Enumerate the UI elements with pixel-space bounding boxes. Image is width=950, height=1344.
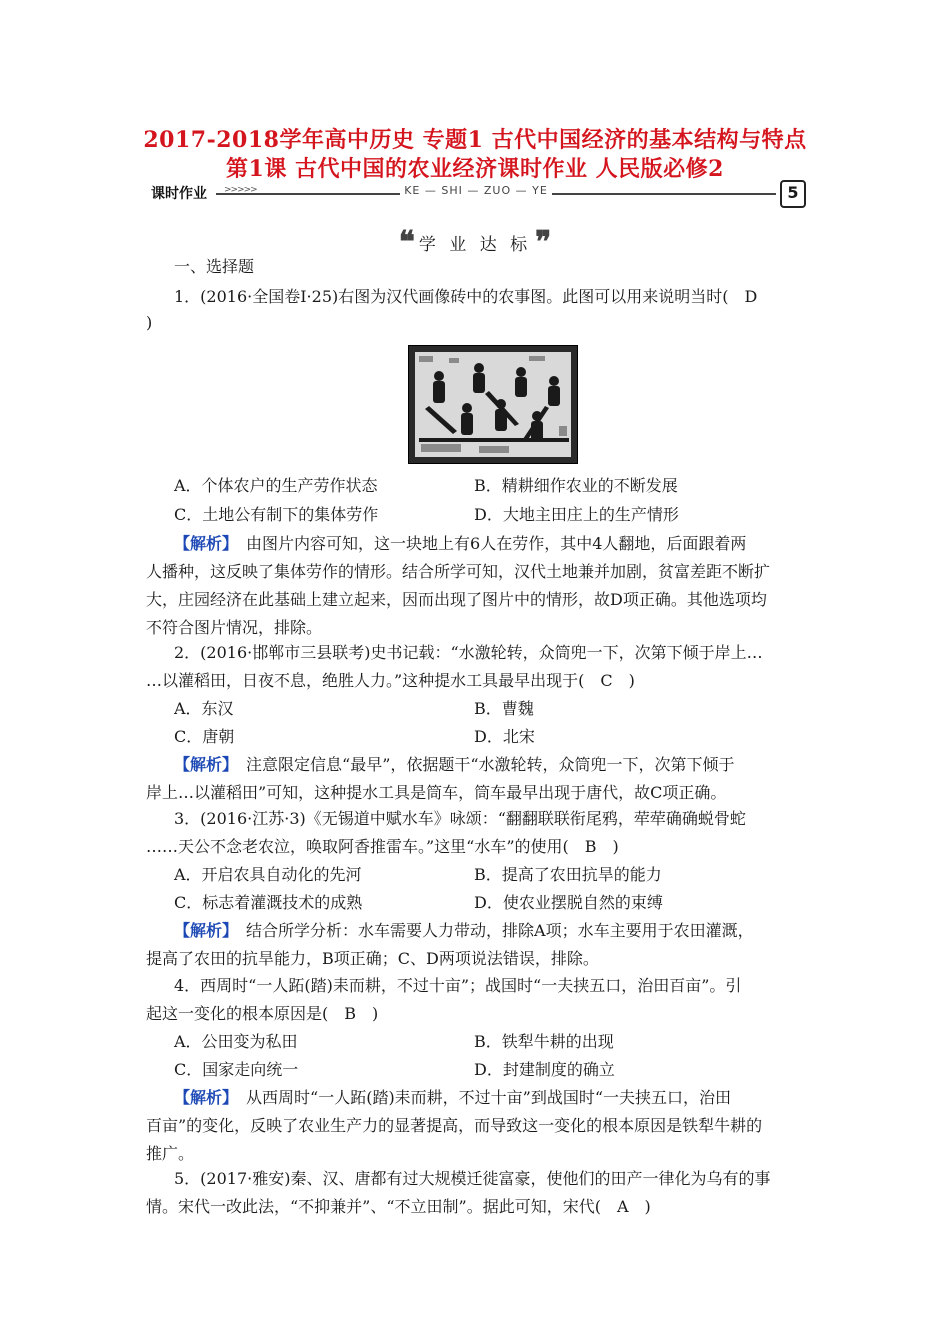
close-quote-icon: ❞ [535, 225, 552, 260]
q4-analysis-line3: 推广。 [146, 1144, 195, 1163]
q3-option-c: C．标志着灌溉技术的成熟 [174, 893, 363, 912]
q4-stem-line2: 起这一变化的根本原因是( B ) [146, 1004, 379, 1023]
q3-option-d: D．使农业摆脱自然的束缚 [474, 893, 663, 912]
q4-analysis-line1: 【解析】 从西周时“一人跖(踏)耒而耕，不过十亩”到战国时“一夫挟五口，治田 [174, 1088, 732, 1107]
q3-stem-line2: ……天公不念老农泣，唤取阿香推雷车。”这里“水车”的使用( B ) [146, 837, 619, 856]
q2-stem-line1: 2．(2016·邯郸市三县联考)史书记载：“水激轮转，众筒兜一下，次第下倾于岸上… [174, 643, 763, 662]
q1-option-c: C．土地公有制下的集体劳作 [174, 505, 379, 524]
q3-option-a: A．开启农具自动化的先河 [174, 865, 362, 884]
q2-stem-line2: …以灌稻田，日夜不息，绝胜人力。”这种提水工具最早出现于( C ) [146, 671, 635, 690]
q3-stem-line1: 3．(2016·江苏·3)《无锡道中赋水车》咏颂：“翻翻联联衔尾鸦，荦荦确确蜕骨蛇 [174, 809, 746, 828]
analysis-tag: 【解析】 [174, 921, 231, 940]
q5-stem-line1: 5．(2017·雅安)秦、汉、唐都有过大规模迁徙富豪，使他们的田产一律化为乌有的事 [174, 1169, 771, 1188]
q2-analysis-line2: 岸上…以灌稻田”可知，这种提水工具是筒车，筒车最早出现于唐代，故C项正确。 [146, 783, 727, 802]
q4-option-b: B．铁犁牛耕的出现 [474, 1032, 614, 1051]
q2-analysis-line1: 【解析】 注意限定信息“最早”，依据题干“水激轮转，众筒兜一下，次第下倾于 [174, 755, 735, 774]
q4-stem-line1: 4．西周时“一人跖(踏)耒而耕，不过十亩”；战国时“一夫挟五口，治田百亩”。引 [174, 976, 742, 995]
q3-analysis-line2: 提高了农田的抗旱能力，B项正确；C、D两项说法错误，排除。 [146, 949, 599, 968]
open-quote-icon: ❝ [398, 225, 415, 260]
q4-option-d: D．封建制度的确立 [474, 1060, 615, 1079]
q4-analysis-line2: 百亩”的变化，反映了农业生产力的显著提高，而导致这一变化的根本原因是铁犁牛耕的 [146, 1116, 763, 1135]
farming-scene-illustration [409, 346, 577, 463]
analysis-tag: 【解析】 [174, 755, 231, 774]
q4-option-a: A．公田变为私田 [174, 1032, 298, 1051]
q1-stem-line2: ) [146, 313, 153, 332]
q1-analysis-line4: 不符合图片情况，排除。 [146, 618, 323, 637]
analysis-tag: 【解析】 [174, 534, 231, 553]
q2-option-d: D．北宋 [474, 727, 535, 746]
q1-option-d: D．大地主田庄上的生产情形 [474, 505, 679, 524]
part-heading: 一、选择题 [174, 257, 255, 276]
section-heading-text: 学 业 达 标 [418, 235, 532, 255]
q1-analysis-line3: 大，庄园经济在此基础上建立起来，因而出现了图片中的情形，故D项正确。其他选项均 [146, 590, 767, 609]
section-banner [146, 180, 806, 206]
q2-option-b: B．曹魏 [474, 699, 534, 718]
document-title-line2: 第1课 古代中国的农业经济课时作业 人民版必修2 [226, 156, 724, 182]
q3-option-b: B．提高了农田抗旱的能力 [474, 865, 662, 884]
q2-option-a: A．东汉 [174, 699, 234, 718]
analysis-tag: 【解析】 [174, 1088, 231, 1107]
q1-stem-line1: 1．(2016·全国卷Ⅰ·25)右图为汉代画像砖中的农事图。此图可以用来说明当时( D [174, 287, 758, 306]
banner-pinyin: KE — SHI — ZUO — YE [146, 184, 806, 197]
document-title-line1: 2017-2018学年高中历史 专题1 古代中国经济的基本结构与特点 [143, 127, 807, 153]
banner-arrows: >>>>> [224, 185, 257, 195]
q4-option-c: C．国家走向统一 [174, 1060, 299, 1079]
q1-analysis-line2: 人播种，这反映了集体劳作的情形。结合所学可知，汉代土地兼并加剧，贫富差距不断扩 [146, 562, 771, 581]
q1-analysis-line1: 【解析】 由图片内容可知，这一块地上有6人在劳作，其中4人翻地，后面跟着两 [174, 534, 747, 553]
q2-option-c: C．唐朝 [174, 727, 235, 746]
q3-analysis-line1: 【解析】 结合所学分析：水车需要人力带动，排除A项；水车主要用于农田灌溉， [174, 921, 754, 940]
han-brick-farming-image [408, 345, 578, 464]
banner-number-badge: 5 [780, 180, 806, 208]
q1-option-b: B．精耕细作农业的不断发展 [474, 476, 678, 495]
section-heading [0, 225, 950, 260]
q1-option-a: A．个体农户的生产劳作状态 [174, 476, 378, 495]
q5-stem-line2: 情。宋代一改此法，“不抑兼并”、“不立田制”。据此可知，宋代( A ) [146, 1197, 651, 1216]
banner-label: 课时作业 [151, 186, 207, 202]
